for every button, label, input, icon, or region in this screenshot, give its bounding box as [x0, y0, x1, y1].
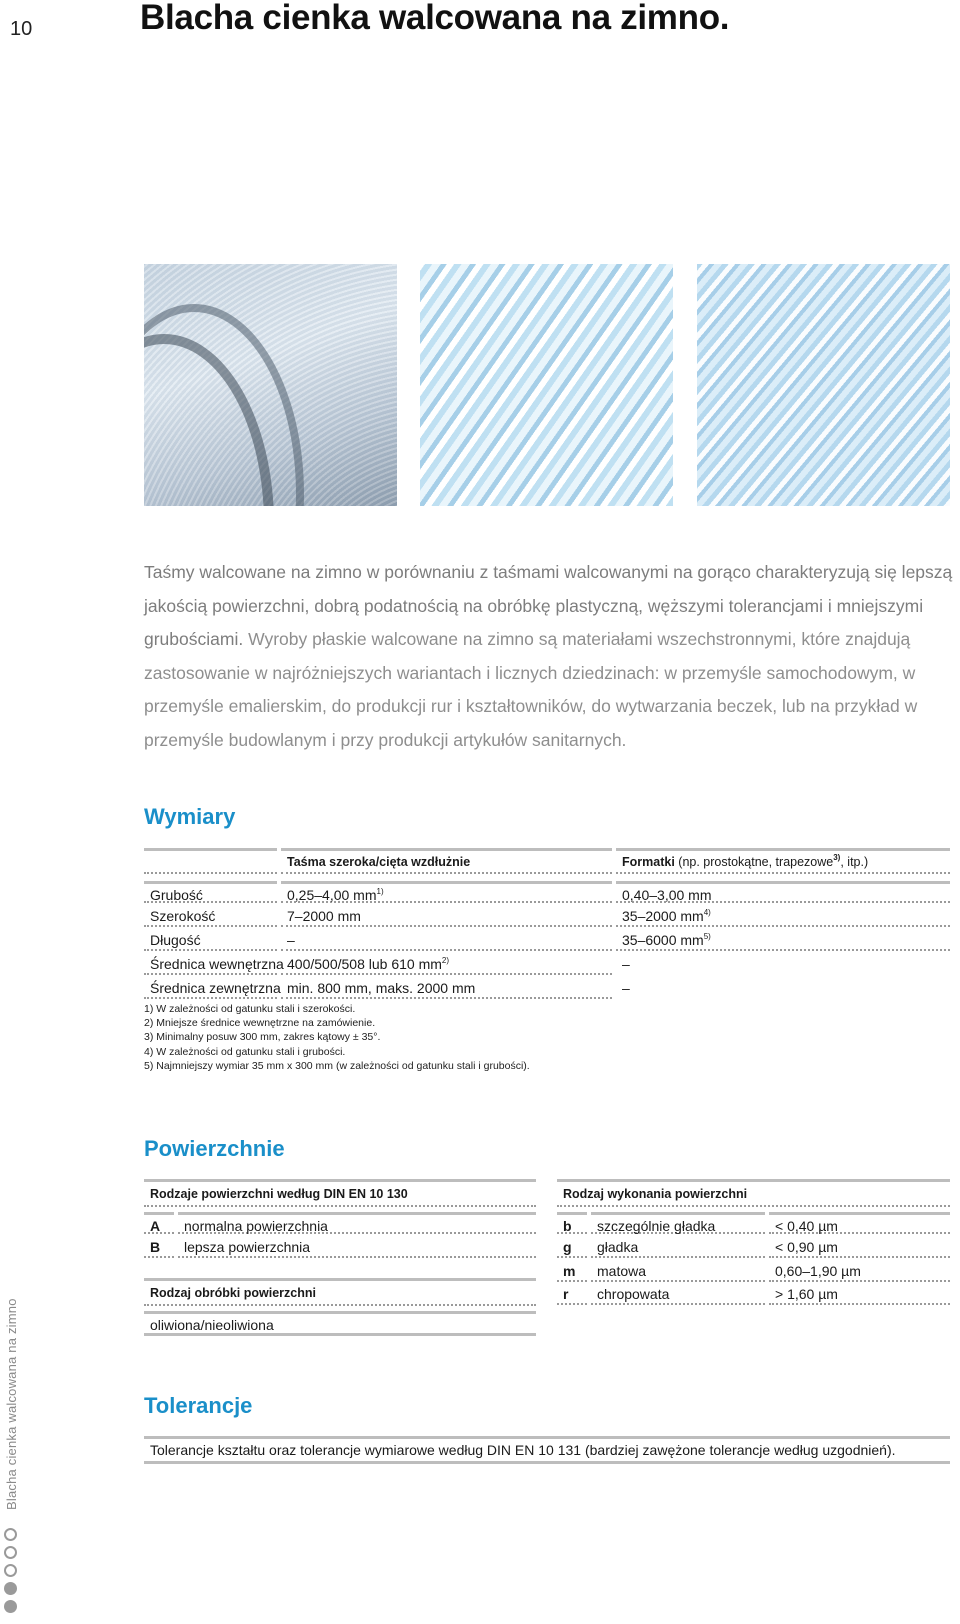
steel-coil-photo	[144, 264, 397, 506]
finish-roughness: 0,60–1,90 µm	[769, 1260, 950, 1282]
surface-finish-title: Rodzaj wykonania powierzchni	[557, 1179, 950, 1207]
value: 0,40–3,00 mm	[622, 887, 712, 903]
value: –	[622, 980, 630, 996]
row-sheet-outer-diameter	[616, 977, 950, 999]
row-strip-width	[281, 905, 612, 927]
finish-code: b	[557, 1212, 587, 1234]
treatment-title: Rodzaj obróbki powierzchni	[144, 1278, 536, 1306]
value: –	[622, 956, 630, 972]
footnote: 5) Najmniejszy wymiar 35 mm x 300 mm (w zależności od gatunku stali i grubości).	[144, 1059, 530, 1072]
treatment-value: oliwiona/nieoliwiona	[144, 1311, 536, 1336]
footnotes	[144, 1002, 530, 1073]
row-label-width: Szerokość	[144, 905, 277, 927]
header-sheets	[616, 848, 950, 874]
surface-code: A	[144, 1212, 174, 1234]
row-label-thickness: Grubość	[144, 881, 277, 903]
row-sheet-width	[616, 905, 950, 927]
value: 35–6000 mm	[622, 932, 704, 948]
header-strip: Taśma szeroka/cięta wzdłużnie	[281, 848, 612, 874]
surface-texture-photo-1	[420, 264, 673, 506]
header-sheets-note-b: , itp.)	[840, 855, 869, 869]
footnote-ref: 5)	[703, 932, 711, 941]
value: min. 800 mm, maks. 2000 mm	[287, 980, 476, 996]
value: 0,25–4,00 mm	[287, 887, 377, 903]
row-label-inner-diameter: Średnica wewnętrzna	[144, 953, 277, 975]
finish-roughness: > 1,60 µm	[769, 1283, 950, 1305]
section-progress-dots	[4, 1528, 20, 1618]
finish-roughness: < 0,90 µm	[769, 1236, 950, 1258]
surface-name: lepsza powierzchnia	[178, 1236, 536, 1258]
intro-paragraph	[144, 556, 960, 757]
surfaces-heading: Powierzchnie	[144, 1136, 285, 1161]
footnote: 4) W zależności od gatunku stali i grubości.	[144, 1045, 346, 1058]
value: 7–2000 mm	[287, 908, 361, 924]
header-empty-cell	[144, 848, 277, 874]
finish-code: r	[557, 1283, 587, 1305]
page-title: Blacha cienka walcowana na zimno.	[140, 0, 730, 37]
row-label-length: Długość	[144, 929, 277, 951]
value: –	[287, 932, 295, 948]
value: 35–2000 mm	[622, 908, 704, 924]
footnote-ref: 2)	[441, 956, 450, 965]
tolerances-heading: Tolerancje	[144, 1393, 253, 1418]
finish-name: gładka	[591, 1236, 765, 1258]
row-strip-inner-diameter	[281, 953, 612, 975]
finish-code: g	[557, 1236, 587, 1258]
row-strip-thickness	[281, 881, 612, 903]
header-sheets-bold: Formatki	[622, 855, 675, 869]
finish-name: matowa	[591, 1260, 765, 1282]
dimensions-heading: Wymiary	[144, 804, 236, 829]
row-strip-length	[281, 929, 612, 951]
row-label-outer-diameter: Średnica zewnętrzna	[144, 977, 277, 999]
progress-dot-filled	[4, 1582, 17, 1595]
progress-dot-filled	[4, 1600, 17, 1613]
value: 400/500/508 lub 610 mm	[287, 956, 442, 972]
finish-name: chropowata	[591, 1283, 765, 1305]
footnote: 2) Mniejsze średnice wewnętrzne na zamówienie.	[144, 1017, 376, 1030]
side-section-label: Blacha cienka walcowana na zimno	[4, 1298, 19, 1510]
progress-dot-open	[4, 1528, 17, 1541]
intro-part-1: Taśmy walcowane na zimno w porównaniu z taśmami walcowanymi na gorąco charakteryzują się lepszą jakością powierzchni, dobrą podatnością na obróbkę plastyczną, węższymi tolerancjami i mniejszymi grubościami.	[144, 562, 953, 649]
footnote-ref: 4)	[703, 908, 711, 917]
footnote-ref: 1)	[376, 887, 384, 896]
header-sheets-sup: 3)	[833, 853, 841, 862]
row-sheet-length	[616, 929, 950, 951]
header-sheets-note-a: (np. prostokątne, trapezowe	[678, 855, 834, 869]
progress-dot-open	[4, 1546, 17, 1559]
surface-types-title: Rodzaje powierzchni według DIN EN 10 130	[144, 1179, 536, 1207]
finish-roughness: < 0,40 µm	[769, 1212, 950, 1234]
surface-name: normalna powierzchnia	[178, 1212, 536, 1234]
tolerances-text: Tolerancje kształtu oraz tolerancje wymiarowe według DIN EN 10 131 (bardziej zawężone tolerancje według uzgodnień).	[144, 1436, 950, 1464]
footnote: 1) W zależności od gatunku stali i szerokości.	[144, 1003, 356, 1015]
surface-code: B	[144, 1236, 174, 1258]
progress-dot-open	[4, 1564, 17, 1577]
intro-part-2: Wyroby płaskie walcowane na zimno są materiałami wszechstronnymi, które znajdują zastosowanie w najróżniejszych wariantach i licznych dziedzinach: w przemyśle samochodowym, w przemyśle emalierskim, do produkcji rur i kształtowników, do wytwarzania beczek, lub na przykład w przemyśle budowlanym i przy produkcji artykułów sanitarnych.	[144, 629, 918, 750]
finish-code: m	[557, 1260, 587, 1282]
page-number: 10	[10, 18, 33, 40]
surface-texture-photo-2	[697, 264, 950, 506]
finish-name: szczególnie gładka	[591, 1212, 765, 1234]
footnote: 3) Minimalny posuw 300 mm, zakres kątowy ± 35°.	[144, 1031, 381, 1044]
row-strip-outer-diameter	[281, 977, 612, 999]
row-sheet-thickness	[616, 881, 950, 903]
row-sheet-inner-diameter	[616, 953, 950, 975]
